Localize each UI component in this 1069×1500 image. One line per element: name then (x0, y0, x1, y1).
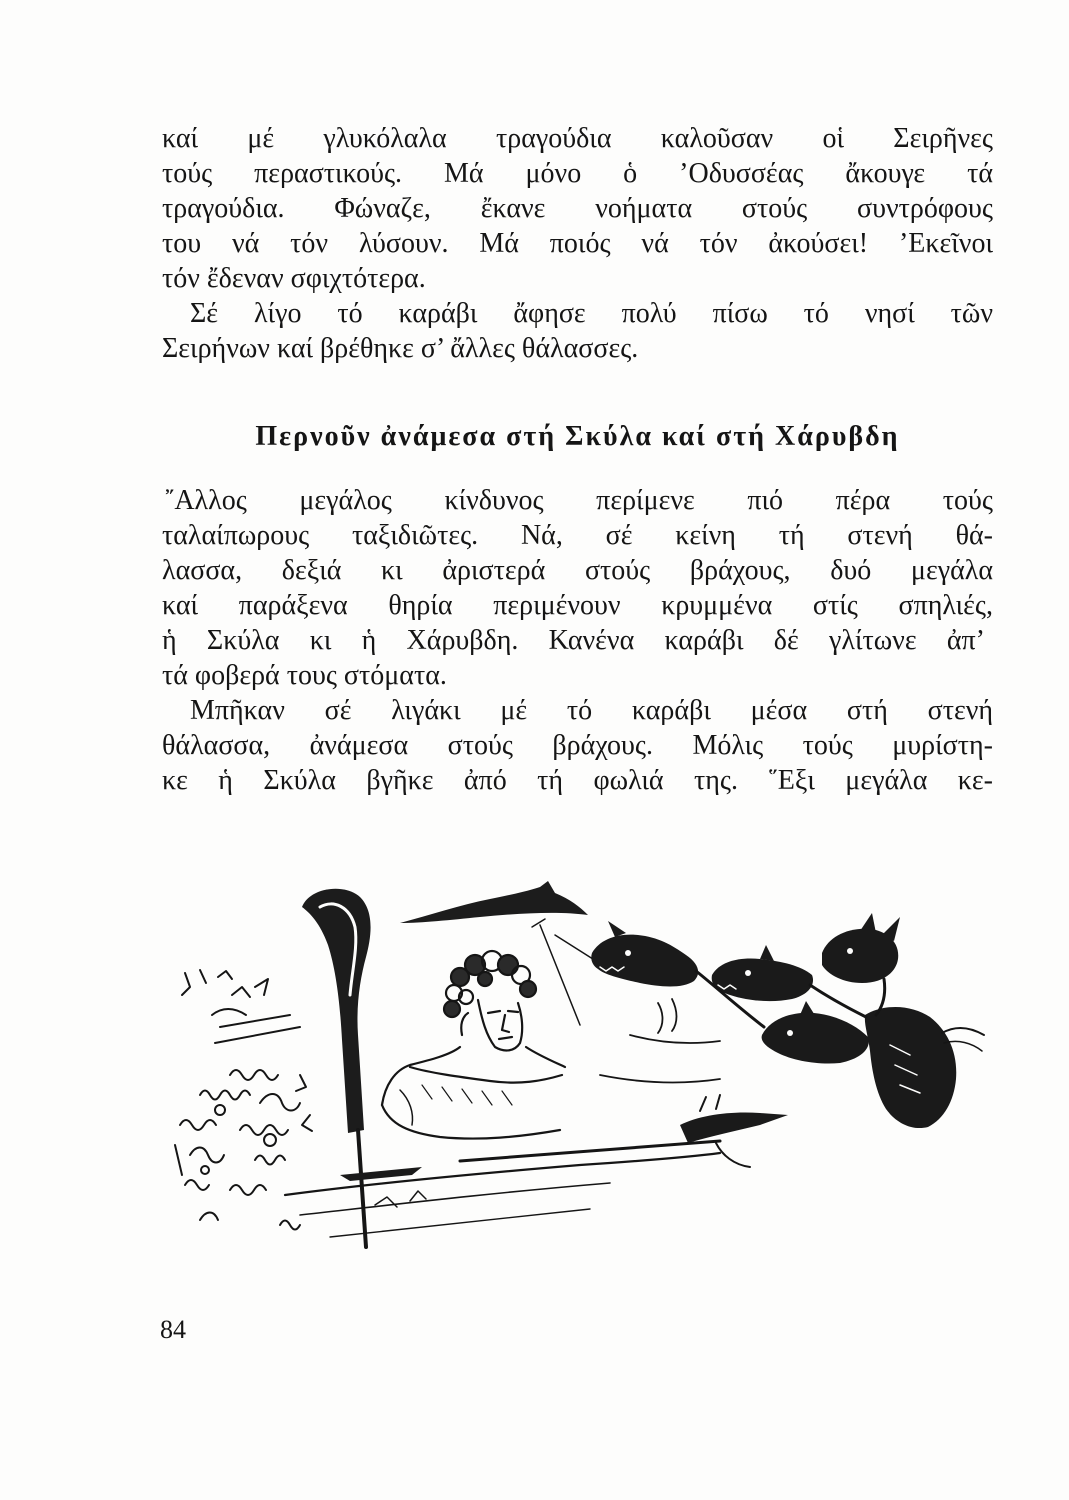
scylla-heads (591, 913, 984, 1128)
text-block-bottom (162, 483, 993, 798)
text-line: λασσα, δεξιά κι ἀριστερά στούς βράχους, δυό μεγάλα (162, 555, 993, 586)
section-heading: Περνοῦν ἀνάμεσα στή Σκύλα καί στή Χάρυβδη (255, 421, 900, 452)
chest (410, 1067, 562, 1083)
motion-marks (600, 999, 720, 1082)
scylla-body (865, 1007, 956, 1128)
illustration-odysseus-scylla (160, 875, 990, 1275)
text-line: θάλασσα, ἀνάμεσα στούς βράχους. Μόλις τούς μυρίστη- (162, 730, 993, 761)
arm (382, 1105, 560, 1139)
shoulder-right (526, 1047, 565, 1067)
text-line: Σέ λίγο τό καράβι ἄφησε πολύ πίσω τό νησί τῶν (190, 298, 993, 329)
face-outline (478, 1000, 522, 1050)
text-line: τόν ἔδεναν σφιχτότερα. (162, 263, 426, 294)
vegetation-sketch (175, 1070, 312, 1230)
text-line: Σειρήνων καί βρέθηκε σ’ ἄλλες θάλασσες. (162, 333, 639, 364)
hair-curls (444, 951, 536, 1017)
text-line: Μπῆκαν σέ λιγάκι μέ τό καράβι μέσα στή στενή (190, 695, 993, 726)
text-block-top (162, 121, 993, 366)
sail-shape (302, 889, 371, 1247)
odysseus-figure (382, 951, 565, 1139)
scylla-head (712, 959, 813, 1002)
scylla-head (762, 1013, 869, 1064)
mouth (499, 1037, 512, 1039)
scylla-head (591, 935, 698, 987)
text-line: τούς περαστικούς. Μά μόνο ὁ ’Οδυσσέας ἄκουγε τά (162, 158, 993, 189)
text-line: κε ἡ Σκύλα βγῆκε ἀπό τή φωλιά της. ῞Εξι μεγάλα κε- (162, 765, 993, 796)
page-number: 84 (160, 1315, 186, 1344)
eye (488, 1011, 500, 1013)
text-line: ταλαίπωρους ταξιδιῶτες. Νά, σέ κείνη τή στενή θά- (162, 520, 993, 551)
text-line: καί παράξενα θηρία περιμένουν κρυμμένα στίς σπηλιές, (162, 590, 993, 621)
canopy-shape (400, 881, 615, 1025)
text-line: τραγούδια. Φώναζε, ἔκανε νοήματα στούς συντρόφους (162, 193, 993, 224)
text-line: ῎Αλλος μεγάλος κίνδυνος περίμενε πιό πέρα τούς (165, 485, 993, 516)
text-line: τά φοβερά τους στόματα. (162, 660, 447, 691)
sketch-marks-left (182, 970, 300, 1043)
eye (508, 1011, 518, 1012)
text-line: καί μέ γλυκόλαλα τραγούδια καλοῦσαν οἱ Σειρῆνες (162, 123, 993, 154)
boat-lines (285, 1141, 720, 1237)
nose (502, 1015, 509, 1032)
text-line: του νά τόν λύσουν. Μά ποιός νά τόν ἀκούσει! ’Εκεῖνοι (162, 228, 993, 259)
text-line: ἡ Σκύλα κι ἡ Χάρυβδη. Κανένα καράβι δέ γλίτωνε ἀπ’ (162, 625, 985, 656)
